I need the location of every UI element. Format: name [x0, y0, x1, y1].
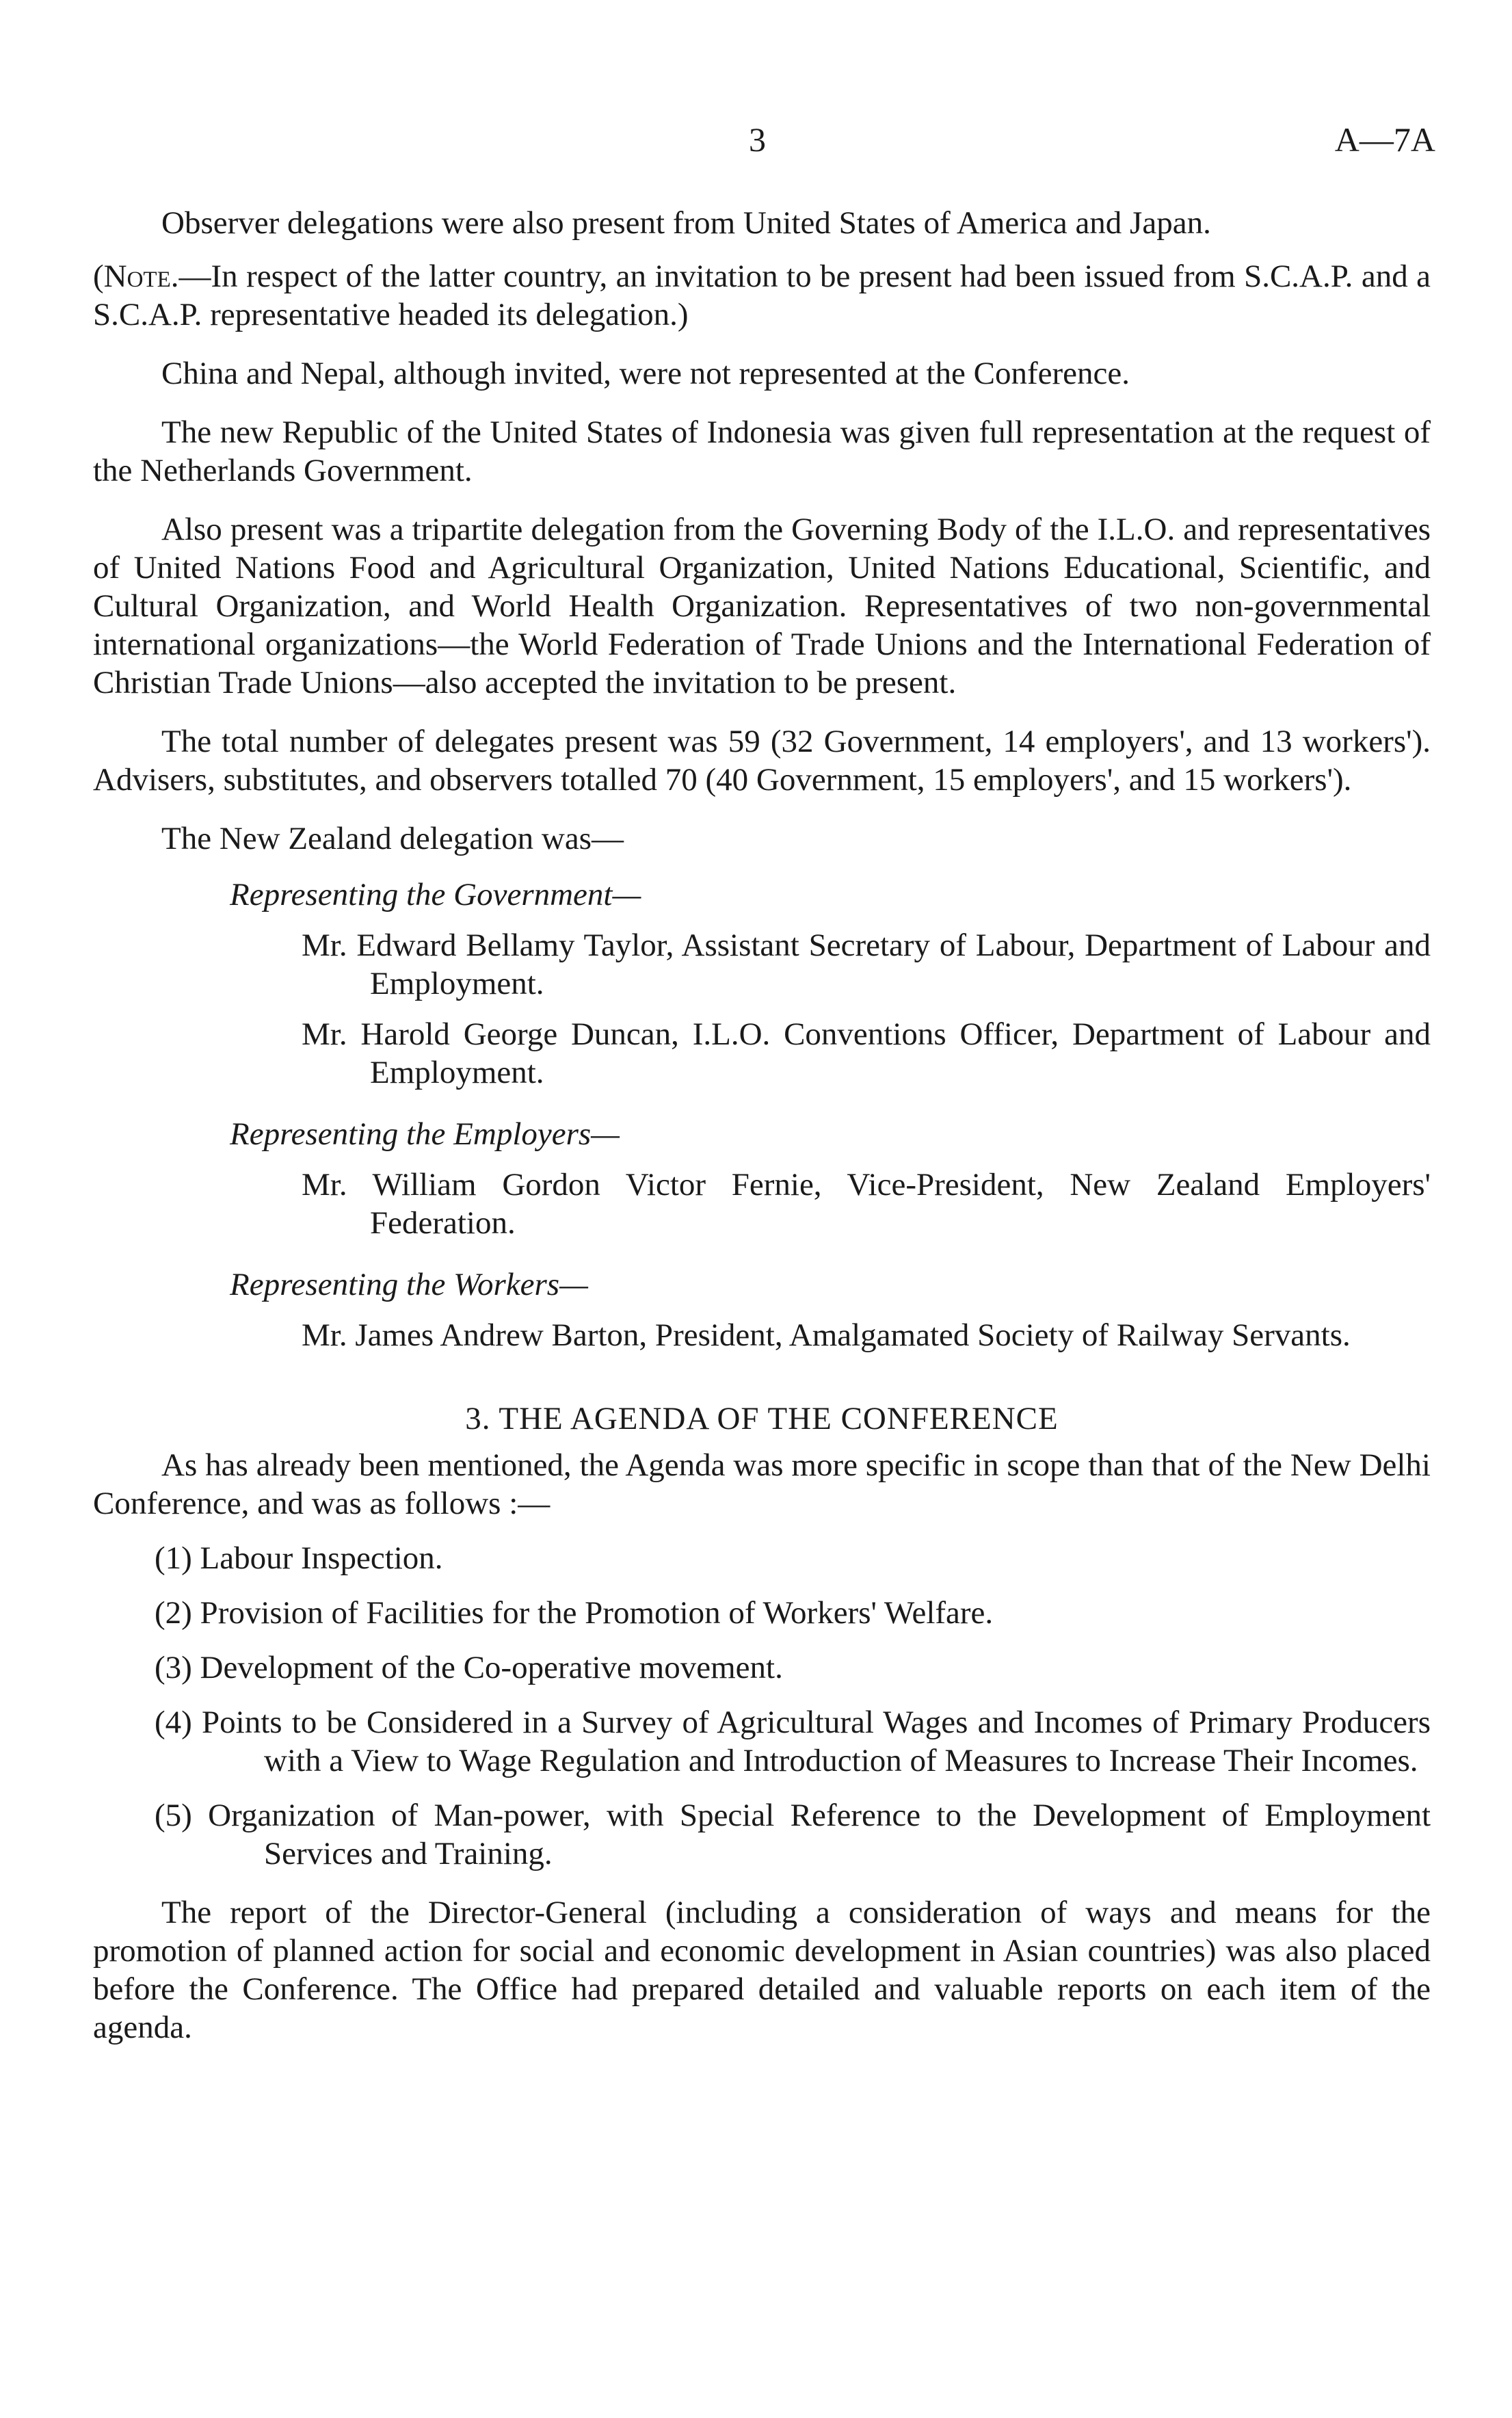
page-header [0, 120, 1512, 168]
observers-paragraph: Observer delegations were also present from United States of America and Japan. [161, 205, 1211, 241]
note-text: .—In respect of the latter country, an invitation to be present had been issued from S.C.A.P. and a S.C.A.P. representative headed its delegation.) [93, 259, 1431, 332]
closing-paragraph: The report of the Director-General (including a consideration of ways and means for the promotion of planned action for social and economic development in Asian countries) was also placed before the Conference. The Office had prepared detailed and valuable reports on each item of the agenda. [93, 1895, 1431, 2045]
note-paragraph: (Note.—In respect of the latter country, an invitation to be present had been issued from S.C.A.P. and a S.C.A.P. representative headed its delegation.) [93, 259, 1431, 332]
also-present-paragraph: Also present was a tripartite delegation from the Governing Body of the I.L.O. and representatives of United Nations Food and Agricultural Organization, United Nations Educational, Scientific, and Cultural Organization, and World Health Organization. Representatives of two non-governmental international organizations—the World Federation of Trade Unions and the International Federation of Christian Trade Unions—also accepted the invitation to be present. [93, 512, 1431, 700]
member-duncan: Mr. Harold George Duncan, I.L.O. Conventions Officer, Department of Labour and Employment. [302, 1016, 1431, 1090]
page-number: 3 [749, 120, 766, 159]
member-fernie: Mr. William Gordon Victor Fernie, Vice-President, New Zealand Employers' Federation. [302, 1167, 1431, 1241]
agenda-item-2: (2) Provision of Facilities for the Promotion of Workers' Welfare. [155, 1595, 994, 1631]
indonesia-paragraph: The new Republic of the United States of Indonesia was given full representation at the request of the Netherlands Government. [93, 415, 1431, 488]
document-reference: A—7A [1334, 120, 1435, 159]
agenda-item-1: (1) Labour Inspection. [155, 1540, 443, 1576]
agenda-intro: As has already been mentioned, the Agenda was more specific in scope than that of the New Delhi Conference, and was as follows :— [93, 1447, 1431, 1521]
member-barton: Mr. James Andrew Barton, President, Amalgamated Society of Railway Servants. [302, 1317, 1351, 1353]
employers-heading: Representing the Employers— [230, 1116, 620, 1152]
government-heading: Representing the Government— [230, 877, 641, 912]
totals-paragraph: The total number of delegates present was 59 (32 Government, 14 employers', and 13 workers'). Advisers, substitutes, and observers totalled 70 (40 Government, 15 employers', and 15 workers'). [93, 724, 1431, 798]
agenda-heading: 3. THE AGENDA OF THE CONFERENCE [465, 1401, 1059, 1436]
china-nepal-paragraph: China and Nepal, although invited, were not represented at the Conference. [161, 356, 1130, 391]
workers-heading: Representing the Workers— [230, 1267, 588, 1302]
nz-delegation-paragraph: The New Zealand delegation was— [161, 821, 624, 856]
page-body [93, 204, 1431, 2047]
note-label: Note [103, 259, 171, 294]
agenda-item-3: (3) Development of the Co-operative movement. [155, 1650, 783, 1685]
agenda-item-5: (5) Organization of Man-power, with Special Reference to the Development of Employment Services and Training. [155, 1798, 1431, 1871]
member-taylor: Mr. Edward Bellamy Taylor, Assistant Secretary of Labour, Department of Labour and Employment. [302, 928, 1431, 1001]
agenda-item-4: (4) Points to be Considered in a Survey of Agricultural Wages and Incomes of Primary Producers with a View to Wage Regulation and Introduction of Measures to Increase Their Incomes. [155, 1705, 1431, 1778]
